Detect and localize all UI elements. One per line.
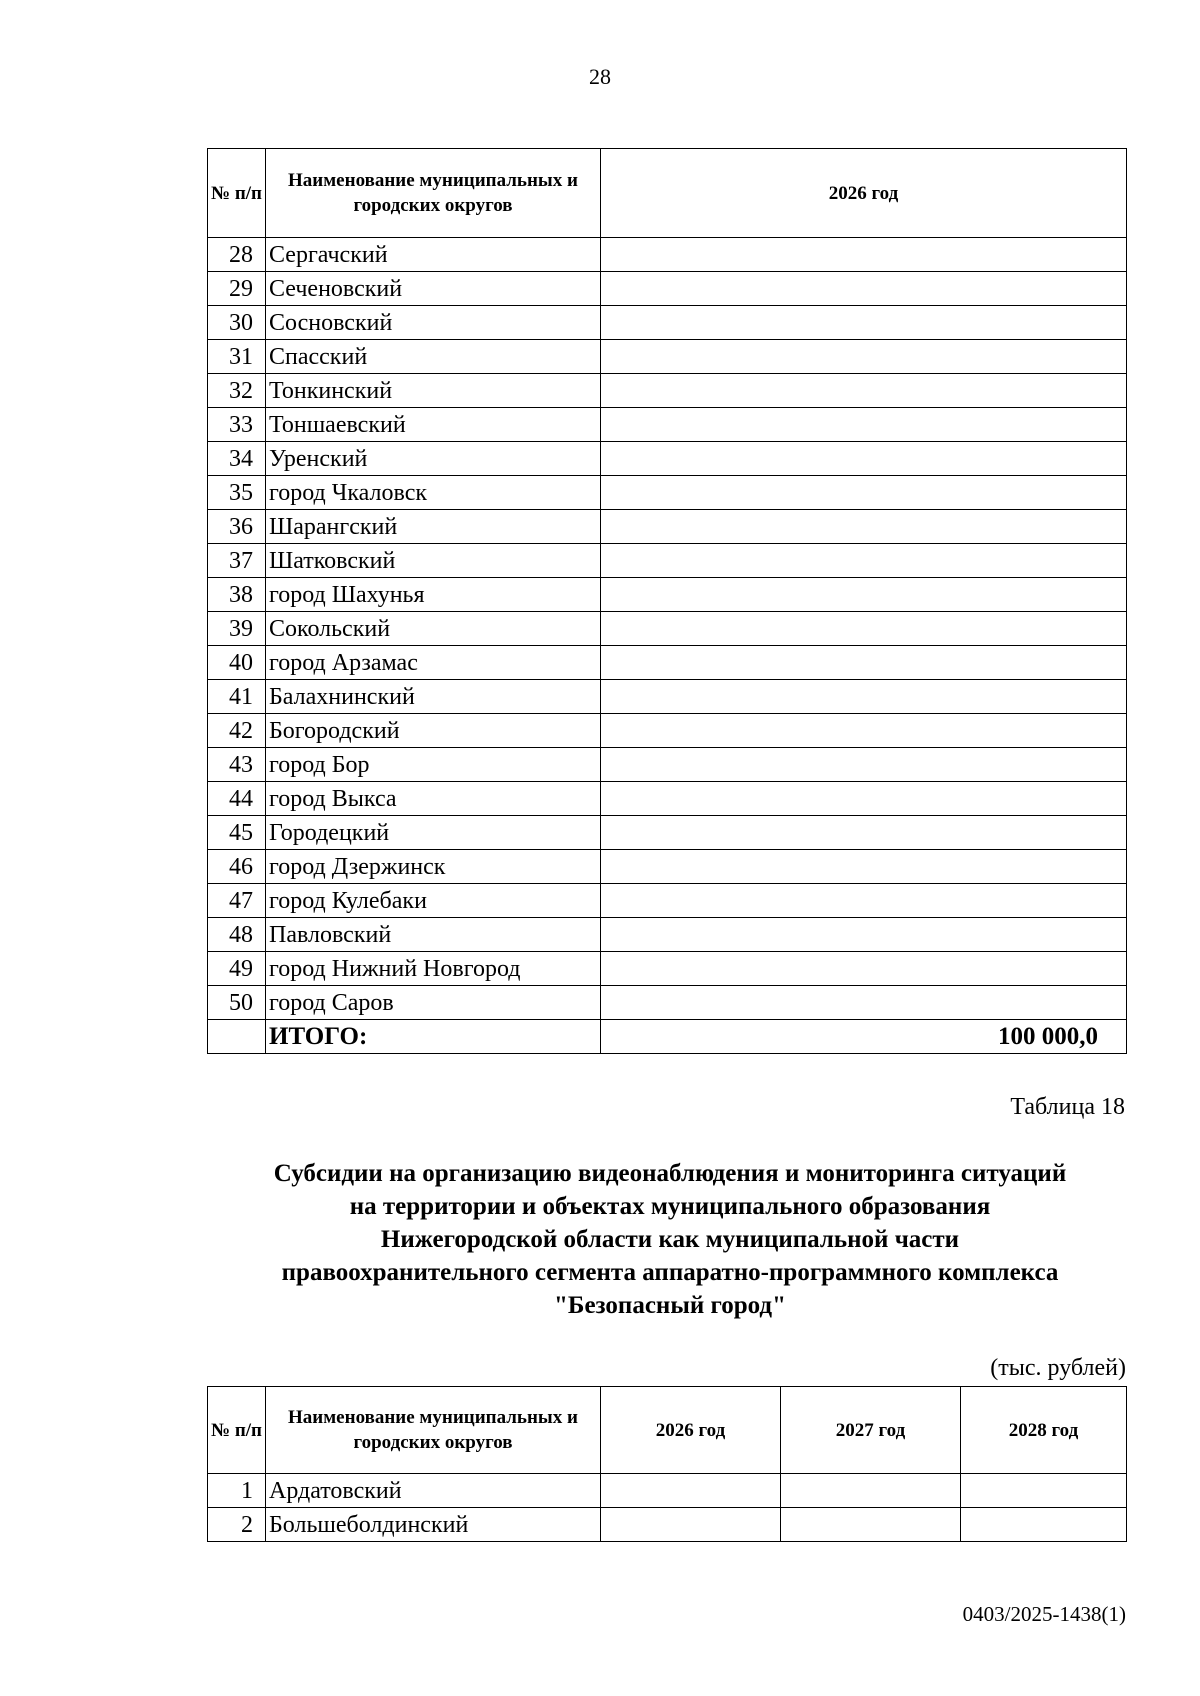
table-row: [208, 918, 1127, 952]
row-number: 47: [208, 884, 266, 918]
district-name: Павловский: [266, 918, 601, 952]
value-2028: [961, 1508, 1127, 1542]
table-title: [170, 1157, 1170, 1322]
table-row: [208, 408, 1127, 442]
table-row: [208, 850, 1127, 884]
district-name: город Дзержинск: [266, 850, 601, 884]
district-name: Ардатовский: [266, 1474, 601, 1508]
value-2026: [601, 1508, 781, 1542]
value-2026: [601, 578, 1127, 612]
table2-body: [208, 1474, 1127, 1542]
row-number: 45: [208, 816, 266, 850]
table-row: [208, 986, 1127, 1020]
header-num: № п/п: [208, 149, 266, 238]
table-row: [208, 714, 1127, 748]
district-name: Сокольский: [266, 612, 601, 646]
header-num: № п/п: [208, 1387, 266, 1474]
header-year-2026: 2026 год: [601, 1387, 781, 1474]
row-number: 34: [208, 442, 266, 476]
value-2026: [601, 850, 1127, 884]
table-row: [208, 374, 1127, 408]
value-2026: [601, 612, 1127, 646]
table-row: [208, 340, 1127, 374]
value-2026: [601, 816, 1127, 850]
row-number: 48: [208, 918, 266, 952]
district-table-2: [207, 1386, 1127, 1542]
value-2026: [601, 374, 1127, 408]
value-2026: [601, 918, 1127, 952]
table-row: [208, 748, 1127, 782]
table-title-line: Нижегородской области как муниципальной части: [380, 1226, 960, 1253]
row-number: 35: [208, 476, 266, 510]
table-row: [208, 1508, 1127, 1542]
district-name: город Чкаловск: [266, 476, 601, 510]
total-row: [208, 1020, 1127, 1054]
value-2026: [601, 476, 1127, 510]
row-number: 40: [208, 646, 266, 680]
row-number: 42: [208, 714, 266, 748]
value-2026: [601, 782, 1127, 816]
value-2027: [781, 1508, 961, 1542]
district-name: Шатковский: [266, 544, 601, 578]
value-2026: [601, 408, 1127, 442]
total-value: 100 000,0: [601, 1020, 1127, 1054]
row-number: 39: [208, 612, 266, 646]
value-2026: [601, 544, 1127, 578]
value-2026: [601, 238, 1127, 272]
district-name: Шарангский: [266, 510, 601, 544]
table-row: [208, 578, 1127, 612]
table-title-line: Субсидии на организацию видеонаблюдения и мониторинга ситуаций: [273, 1160, 1067, 1187]
district-name: Сеченовский: [266, 272, 601, 306]
row-number: 33: [208, 408, 266, 442]
value-2026: [601, 680, 1127, 714]
row-number: 43: [208, 748, 266, 782]
value-2026: [601, 272, 1127, 306]
district-name: город Саров: [266, 986, 601, 1020]
row-number: 30: [208, 306, 266, 340]
table-row: [208, 612, 1127, 646]
header-year-2026: 2026 год: [601, 149, 1127, 238]
district-table-1: [207, 148, 1127, 1054]
table-row: [208, 272, 1127, 306]
district-name: Богородский: [266, 714, 601, 748]
value-2026: [601, 340, 1127, 374]
table-label: Таблица 18: [1010, 1094, 1125, 1120]
value-2026: [601, 986, 1127, 1020]
row-number: 41: [208, 680, 266, 714]
table-row: [208, 816, 1127, 850]
district-name: город Нижний Новгород: [266, 952, 601, 986]
table-row: [208, 782, 1127, 816]
row-number: 29: [208, 272, 266, 306]
row-number: 50: [208, 986, 266, 1020]
value-2026: [601, 510, 1127, 544]
row-number: 37: [208, 544, 266, 578]
district-name: Тонкинский: [266, 374, 601, 408]
district-name: город Арзамас: [266, 646, 601, 680]
table-row: [208, 680, 1127, 714]
row-number: 32: [208, 374, 266, 408]
district-name: город Кулебаки: [266, 884, 601, 918]
row-number: 44: [208, 782, 266, 816]
page-number: 28: [589, 64, 611, 89]
row-number: 31: [208, 340, 266, 374]
table-row: [208, 442, 1127, 476]
district-name: город Выкса: [266, 782, 601, 816]
total-num-cell: [208, 1020, 266, 1054]
table-row: [208, 884, 1127, 918]
district-name: Тоншаевский: [266, 408, 601, 442]
table-title-line: правоохранительного сегмента аппаратно-программного комплекса: [281, 1259, 1059, 1286]
table-row: [208, 510, 1127, 544]
table-title-line: на территории и объектах муниципального образования: [349, 1193, 991, 1220]
table-row: [208, 1474, 1127, 1508]
header-year-2027: 2027 год: [781, 1387, 961, 1474]
value-2027: [781, 1474, 961, 1508]
row-number: 49: [208, 952, 266, 986]
row-number: 38: [208, 578, 266, 612]
value-2026: [601, 714, 1127, 748]
district-name: Сергачский: [266, 238, 601, 272]
table-row: [208, 952, 1127, 986]
district-name: город Бор: [266, 748, 601, 782]
header-name: Наименование муниципальных и городских округов: [266, 149, 601, 238]
district-name: Уренский: [266, 442, 601, 476]
value-2026: [601, 306, 1127, 340]
table-row: [208, 306, 1127, 340]
row-number: 28: [208, 238, 266, 272]
header-year-2028: 2028 год: [961, 1387, 1127, 1474]
row-number: 46: [208, 850, 266, 884]
document-code: 0403/2025-1438(1): [962, 1602, 1126, 1626]
value-2026: [601, 952, 1127, 986]
units-label: (тыс. рублей): [990, 1355, 1126, 1381]
value-2026: [601, 1474, 781, 1508]
row-number: 2: [208, 1508, 266, 1542]
district-name: Большеболдинский: [266, 1508, 601, 1542]
value-2026: [601, 748, 1127, 782]
table-row: [208, 646, 1127, 680]
district-name: город Шахунья: [266, 578, 601, 612]
district-name: Спасский: [266, 340, 601, 374]
value-2026: [601, 646, 1127, 680]
row-number: 1: [208, 1474, 266, 1508]
value-2026: [601, 442, 1127, 476]
row-number: 36: [208, 510, 266, 544]
table-row: [208, 544, 1127, 578]
district-name: Городецкий: [266, 816, 601, 850]
table-title-line: "Безопасный город": [554, 1292, 786, 1319]
table1-body: [208, 238, 1127, 1054]
district-name: Сосновский: [266, 306, 601, 340]
total-label: ИТОГО:: [266, 1020, 601, 1054]
value-2028: [961, 1474, 1127, 1508]
table-row: [208, 476, 1127, 510]
value-2026: [601, 884, 1127, 918]
district-name: Балахнинский: [266, 680, 601, 714]
header-name: Наименование муниципальных и городских округов: [266, 1387, 601, 1474]
table-row: [208, 238, 1127, 272]
